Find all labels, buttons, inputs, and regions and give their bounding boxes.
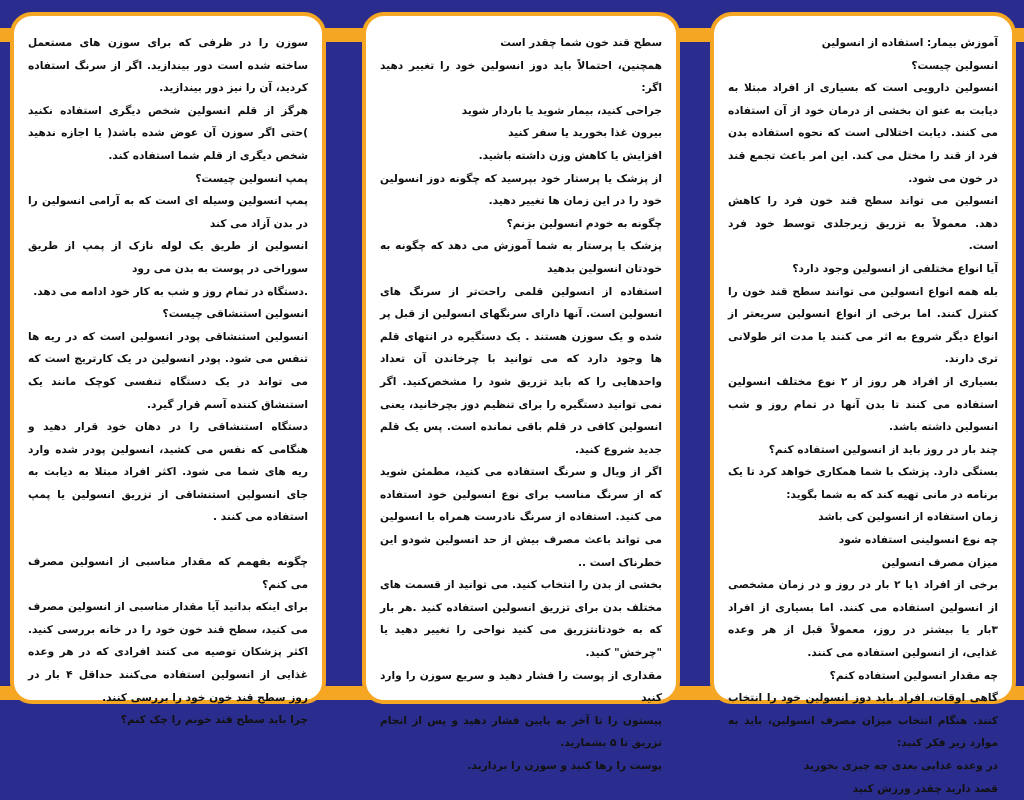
list-item: سطح قند خون شما چقدر است bbox=[500, 37, 662, 49]
heading-inhaled-insulin: انسولین استنشاقی چیست؟ bbox=[162, 308, 308, 321]
paragraph: پزشک یا پرستار به شما آموزش می دهد که چگونه به خودتان انسولین بدهید bbox=[380, 240, 662, 275]
list-item: در وعده غذایی بعدی چه چیزی بخورید bbox=[803, 760, 998, 772]
list-item: بیرون غذا بخورید یا سفر کنید bbox=[508, 127, 662, 140]
paragraph: پمپ انسولین وسیله ای است که به آرامی انسولین را در بدن آزاد می کند bbox=[28, 195, 308, 230]
paragraph: انسولین دارویی است که بسیاری از افراد مبتلا به دیابت به عنو ان بخشی از درمان خود از آن استفاده می کنند. دیابت اختلالی است که نحوه استفاده بدن فرد از قند را مختل می کند. این امر باعث تجمع قند در خون می شود. bbox=[728, 82, 998, 185]
paragraph: هرگز از قلم انسولین شخص دیگری استفاده نکنید )حتی اگر سوزن آن عوض شده باشد( یا اجازه ندهید شخص دیگری از قلم شما استفاده کند. bbox=[28, 104, 308, 162]
paragraph: همچنین، احتمالاً باید دوز انسولین خود را تغییر دهید اگر: bbox=[380, 59, 662, 95]
list-item: میزان مصرف انسولین bbox=[881, 556, 998, 569]
heading-insulin-types: آیا انواع مختلفی از انسولین وجود دارد؟ bbox=[792, 262, 998, 275]
heading-right-dose: چگونه بفهمم که مقدار مناسبی از انسولین مصرف می کنم؟ bbox=[28, 556, 308, 591]
middle-column-text bbox=[366, 16, 676, 778]
right-column-text bbox=[714, 16, 1012, 800]
paragraph: انسولین از طریق یک لوله نازک از پمپ از طریق سوراخی در پوست به بدن می رود bbox=[28, 240, 308, 275]
heading-self-injection: چگونه به خودم انسولین بزنم؟ bbox=[506, 217, 662, 230]
list-item: زمان استفاده از انسولین کی باشد bbox=[818, 511, 998, 524]
paragraph: پوست را رها کنید و سوزن را بردارید. bbox=[467, 760, 662, 772]
paragraph: اگر از ویال و سرنگ استفاده می کنید، مطمئن شوید که از سرنگ مناسب برای نوع انسولین خود استفاده می کنید. استفاده از سرنگ نادرست همراه با انسولین می تواند باعث مصرف بیش از حد انسولین شودو این خطرناک است .. bbox=[380, 466, 662, 569]
list-item: افزایش یا کاهش وزن داشته باشید. bbox=[478, 149, 662, 162]
heading-insulin-pump: پمپ انسولین چیست؟ bbox=[195, 172, 308, 185]
left-panel bbox=[10, 12, 326, 727]
paragraph: دستگاه استنشاقی را در دهان خود قرار دهید و هنگامی که نفس می کشید، انسولین پودر شده وارد ریه های شما می شود. اکثر افراد مبتلا به دیابت به جای انسولین استنشاقی از تزریق انسولین یا پمپ استفاده می کنند . bbox=[28, 421, 308, 524]
paragraph: مقداری از پوست را فشار دهید و سریع سوزن را وارد کنید bbox=[380, 669, 662, 705]
paragraph: برخی از افراد ۱یا ۲ بار در روز و در زمان مشخصی از انسولین استفاده می کنند. اما بسیاری از افراد ۳بار یا بیشتر در روز، معمولاً قبل از هر وعده غذایی، از انسولین استفاده می کنند. bbox=[728, 579, 998, 660]
heading-why-check-sugar: چرا باید سطح قند خونم را چک کنم؟ bbox=[120, 714, 308, 727]
paragraph: بسیاری از افراد هر روز از ۲ نوع مختلف انسولین استفاده می کنند تا بدن آنها در تمام روز و شب انسولین داشته باشد. bbox=[728, 375, 998, 434]
paragraph: گاهی اوقات، افراد باید دوز انسولین خود را انتخاب کنند. هنگام انتخاب میزان مصرف انسولین، باید به موارد زیر فکر کنید: bbox=[728, 692, 998, 750]
paragraph: بستگی دارد. پزشک با شما همکاری خواهد کرد تا یک برنامه در مانی تهیه کند که به شما بگوید: bbox=[728, 466, 998, 501]
right-panel bbox=[710, 12, 1016, 795]
paragraph: از پزشک یا پرستار خود بپرسید که چگونه دوز انسولین خود را در این زمان ها تغییر دهید. bbox=[380, 172, 662, 208]
heading-how-much: چه مقدار انسولین استفاده کنم؟ bbox=[829, 669, 998, 682]
list-item: چه نوع انسولینی استفاده شود bbox=[838, 534, 998, 547]
left-column-text bbox=[14, 16, 322, 732]
paragraph: پیستون را تا آخر به پایین فشار دهید و پس از انجام تزریق تا ۵ بشمارید. bbox=[380, 714, 662, 750]
paragraph: .دستگاه در تمام روز و شب به کار خود ادامه می دهد. bbox=[33, 285, 308, 298]
paragraph: بخشی از بدن را انتخاب کنید. می توانید از قسمت های مختلف بدن برای تزریق انسولین استفاده کنید .هر بار که به خودتانتزریق می کنید نواحی را تغییر دهید یا "چرخش" کنید. bbox=[380, 579, 662, 660]
paragraph: برای اینکه بدانید آیا مقدار مناسبی از انسولین مصرف می کنید، سطح قند خون خود را در خانه بررسی کنید. اکثر پزشکان توصیه می کنند افرادی که در هر وعده غذایی از انسولین استفاده می‌کنند حداقل ۴ بار در روز سطح قند خون خود را بررسی کنند. bbox=[28, 601, 308, 704]
middle-panel bbox=[362, 12, 680, 772]
paragraph: انسولین استنشاقی پودر انسولین است که در ریه ها تنفس می شود. پودر انسولین در یک کارتریج است که می تواند در یک دستگاه تنفسی کوچک مانند یک استنشاق کننده آسم قرار گیرد. bbox=[28, 330, 308, 411]
spacer bbox=[28, 529, 308, 551]
heading-how-often: چند بار در روز باید از انسولین استفاده کنم؟ bbox=[768, 443, 998, 456]
paragraph: استفاده از انسولین قلمی راحت‌تر از سرنگ های انسولین است. آنها دارای سرنگهای انسولین از قبل پر شده و یک سوزن هستند . یک دستگیره در انتهای قلم ها وجود دارد که می توانید با چرخاندن آن تعداد واحدهایی را که باید تزریق شود را مشخص‌کنید. اگر نمی توانید دستگیره را برای تنظیم دوز بچرخانید، یعنی انسولین کافی در قلم باقی نمانده است. پس یک قلم جدید شروع کنید. bbox=[380, 285, 662, 456]
paragraph: انسولین می تواند سطح قند خون فرد را کاهش دهد. معمولاً به تزریق زیرجلدی توسط خود فرد است. bbox=[728, 195, 998, 253]
paragraph: سوزن را در ظرفی که برای سوزن های مستعمل ساخته شده است دور بیندازید. اگر از سرنگ استفاده کردید، آن را نیز دور بیندازید. bbox=[28, 37, 308, 95]
document-title: آموزش بیمار: استفاده از انسولین bbox=[821, 37, 998, 49]
list-item: جراحی کنید، بیمار شوید یا باردار شوید bbox=[461, 104, 662, 117]
paragraph: بله همه انواع انسولین می توانند سطح قند خون را کنترل کنند. اما برخی از انواع انسولین سریعتر از انواع دیگر شروع به اثر می کنند یا مدت اثر طولانی تری دارند. bbox=[728, 285, 998, 366]
list-item: قصد دارید چقدر ورزش کنید bbox=[852, 782, 998, 795]
heading-what-is-insulin: انسولین چیست؟ bbox=[911, 59, 998, 72]
